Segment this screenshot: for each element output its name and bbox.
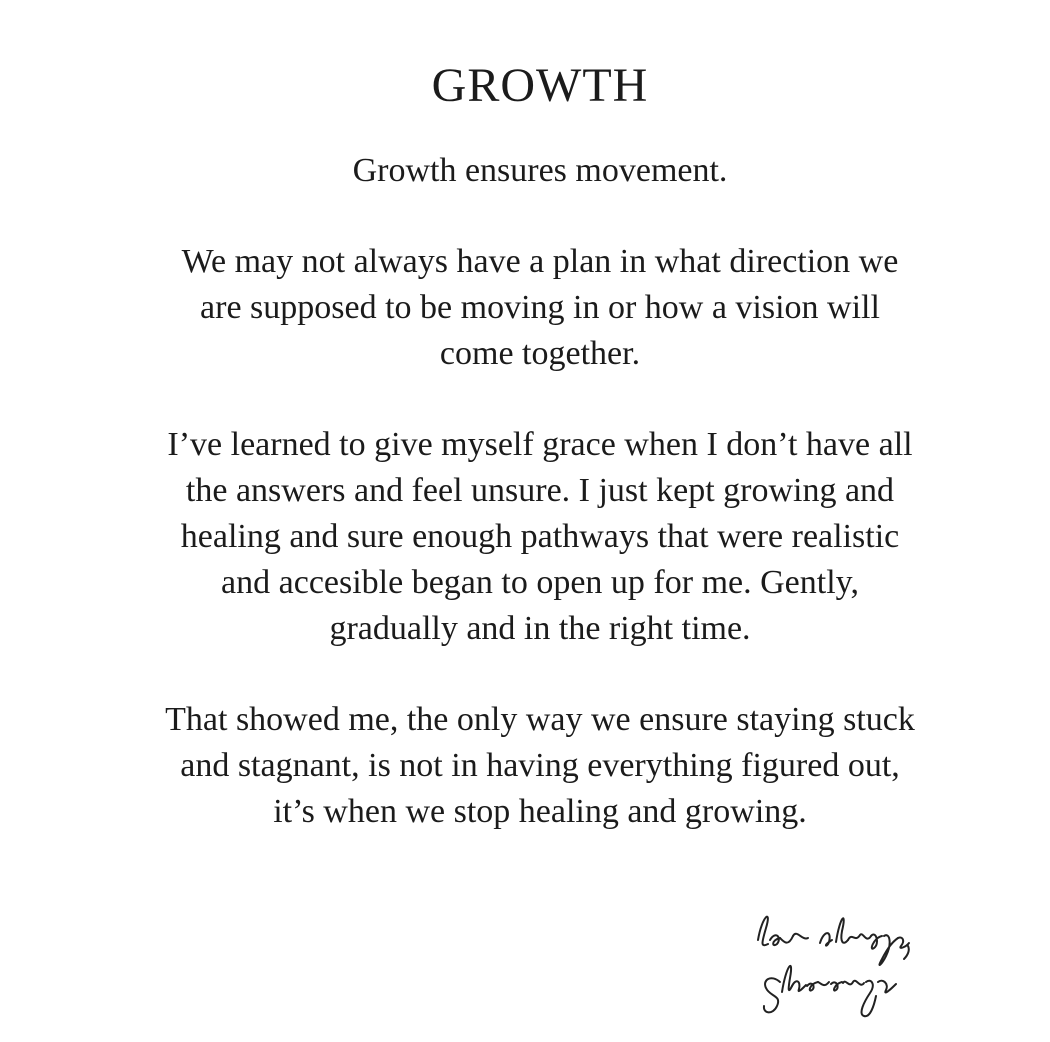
paragraph-3: I’ve learned to give myself grace when I don’t have all the answers and feel unsure. I just kept growing and healing and sure enough pathways that were realistic and accesible began to open up for me. Gently, gradually and in the right time. — [167, 426, 913, 647]
signature-drawing — [752, 898, 912, 1028]
handwritten-signature — [752, 898, 912, 1028]
page-title: GROWTH — [431, 59, 649, 112]
paragraph-gap — [160, 652, 920, 697]
poem-body — [160, 148, 920, 835]
paragraph-1: Growth ensures movement. — [352, 152, 728, 189]
paragraph-2: We may not always have a plan in what direction we are supposed to be moving in or how a vision will come together. — [181, 243, 899, 372]
paragraph-4: That showed me, the only way we ensure staying stuck and stagnant, is not in having everything figured out, it’s when we stop healing and growing. — [165, 701, 915, 830]
paragraph-gap — [160, 194, 920, 239]
paragraph-gap — [160, 377, 920, 422]
